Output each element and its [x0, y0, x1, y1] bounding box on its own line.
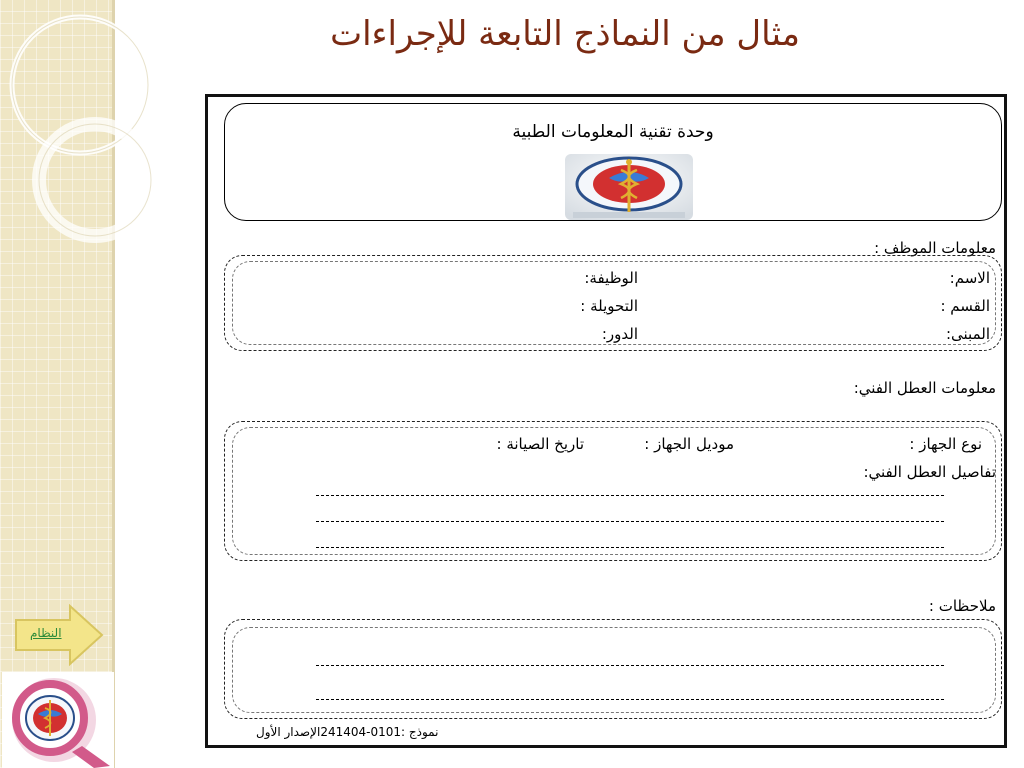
- form-header: [224, 103, 1002, 221]
- notes-heading: ملاحظات :: [928, 597, 996, 615]
- notes-line-1[interactable]: [316, 665, 944, 666]
- system-nav-link[interactable]: النظام: [30, 626, 62, 640]
- fault-details-line-1[interactable]: [316, 495, 944, 496]
- form-document: [205, 94, 1007, 748]
- notes-inner-box: [232, 627, 996, 713]
- faculty-logo-icon: [565, 154, 693, 220]
- department-label[interactable]: القسم :: [940, 297, 990, 315]
- fault-details-line-3[interactable]: [316, 547, 944, 548]
- fault-section-heading: معلومات العطل الفني:: [853, 379, 996, 397]
- fault-details-label[interactable]: تفاصيل العطل الفني:: [863, 463, 996, 481]
- building-label[interactable]: المبنى:: [945, 325, 990, 343]
- name-label[interactable]: الاسم:: [949, 269, 990, 287]
- fault-info-inner-box: [232, 427, 996, 555]
- notes-line-2[interactable]: [316, 699, 944, 700]
- device-type-label[interactable]: نوع الجهاز :: [909, 435, 982, 453]
- fault-details-line-2[interactable]: [316, 521, 944, 522]
- corner-logo-icon: [2, 672, 114, 768]
- slide-title: مثال من النماذج التابعة للإجراءات: [330, 14, 800, 54]
- employee-section-heading: معلومات الموظف :: [874, 239, 996, 257]
- job-label[interactable]: الوظيفة:: [584, 269, 638, 287]
- unit-name: وحدة تقنية المعلومات الطبية: [512, 122, 714, 142]
- floor-label[interactable]: الدور:: [601, 325, 638, 343]
- maintenance-date-label[interactable]: تاريخ الصيانة :: [496, 435, 584, 453]
- decorative-circles: [0, 0, 160, 260]
- device-model-label[interactable]: موديل الجهاز :: [644, 435, 734, 453]
- form-code: نموذج :0101-241404الإصدار الأول: [256, 725, 439, 739]
- extension-label[interactable]: التحويلة :: [580, 297, 638, 315]
